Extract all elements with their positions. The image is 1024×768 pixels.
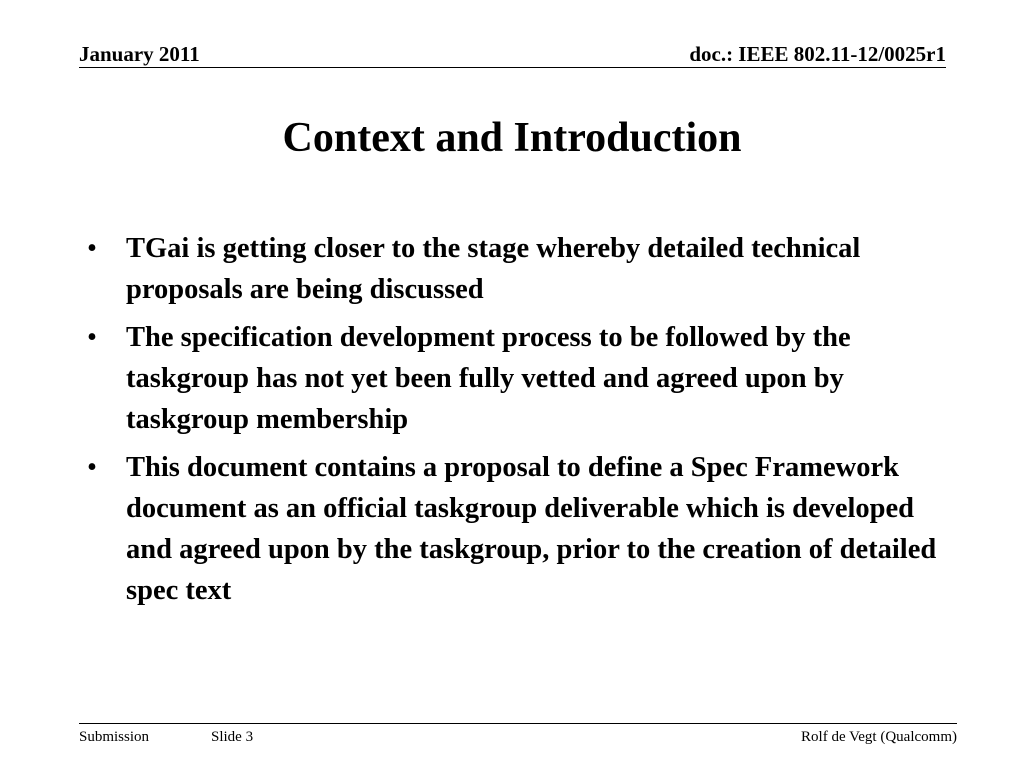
bullet-list bbox=[87, 228, 947, 618]
bullet-item bbox=[87, 228, 947, 310]
footer-author: Rolf de Vegt (Qualcomm) bbox=[801, 729, 957, 745]
header-doc-id: doc.: IEEE 802.11-12/0025r1 bbox=[689, 42, 946, 66]
slide-title: Context and Introduction bbox=[282, 115, 742, 161]
bullet-text: TGai is getting closer to the stage whereby detailed technical proposals are being discussed bbox=[126, 233, 861, 305]
bullet-icon: • bbox=[87, 233, 97, 264]
bullet-item bbox=[87, 447, 947, 611]
footer-submission: Submission bbox=[79, 729, 150, 745]
header-date: January 2011 bbox=[79, 42, 200, 66]
footer-divider bbox=[79, 723, 957, 724]
footer-slide-number: Slide 3 bbox=[211, 729, 254, 745]
bullet-icon: • bbox=[87, 322, 97, 353]
header-divider bbox=[79, 67, 946, 68]
bullet-item bbox=[87, 317, 947, 440]
bullet-text: This document contains a proposal to define a Spec Framework document as an official taskgroup deliverable which is developed and agreed upon by the taskgroup, prior to the creation of detailed spec text bbox=[126, 452, 937, 606]
bullet-text: The specification development process to be followed by the taskgroup has not yet been fully vetted and agreed upon by taskgroup membership bbox=[126, 322, 851, 435]
bullet-icon: • bbox=[87, 452, 97, 483]
